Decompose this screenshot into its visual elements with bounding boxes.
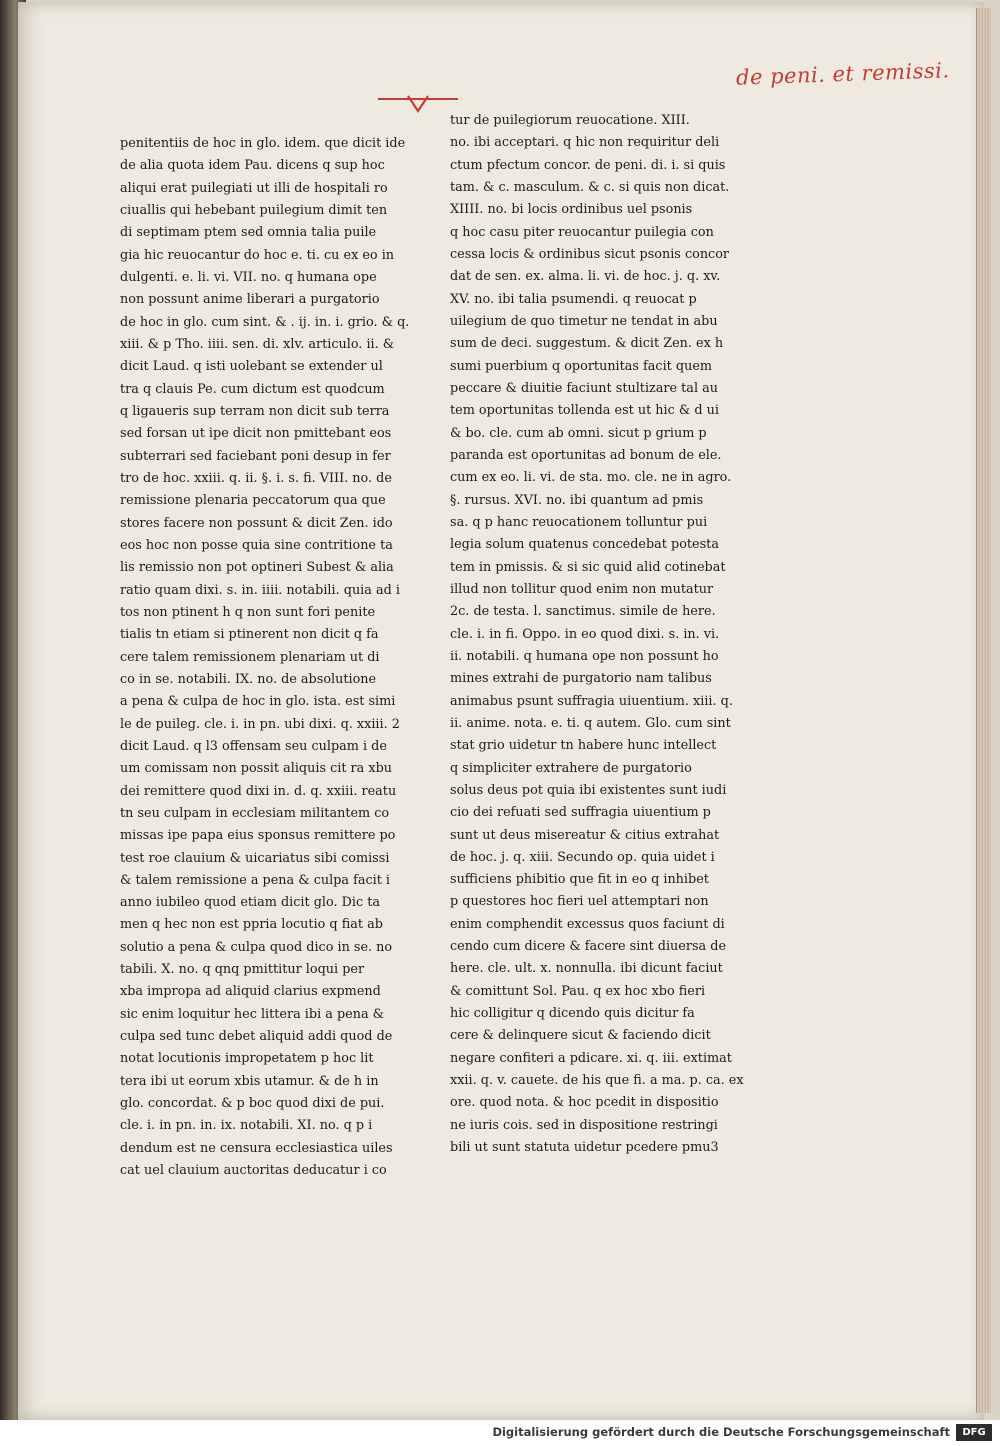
left-column-line: sed forsan ut ipe dicit non pmittebant eos: [120, 426, 392, 442]
left-column-line: cere talem remissionem plenariam ut di: [120, 649, 380, 665]
left-column-line: cat uel clauium auctoritas deducatur i co: [120, 1163, 387, 1179]
right-column-line: XIIII. no. bi locis ordinibus uel psonis: [450, 202, 693, 218]
right-column-line: sa. q p hanc reuocationem tolluntur pui: [450, 514, 708, 530]
left-column-line: subterrari sed faciebant poni desup in fer: [120, 448, 391, 464]
right-column-line: cere & delinquere sicut & faciendo dicit: [450, 1028, 711, 1044]
left-column-line: lis remissio non pot optineri Subest & alia: [120, 560, 394, 576]
right-column-line: no. ibi acceptari. q hic non requiritur deli: [450, 135, 720, 151]
right-column-line: ii. anime. nota. e. ti. q autem. Glo. cum sint: [450, 715, 731, 731]
left-column-line: solutio a pena & culpa quod dico in se. no: [120, 939, 393, 955]
right-column-line: negare confiteri a pdicare. xi. q. iii. extimat: [450, 1050, 732, 1066]
red-column-mark: [378, 93, 458, 115]
left-column-line: sic enim loquitur hec littera ibi a pena &: [120, 1006, 385, 1022]
left-column-line: tos non ptinent h q non sunt fori penite: [120, 604, 376, 620]
left-column-line: ciuallis qui hebebant puilegium dimit ten: [120, 202, 388, 218]
marginal-annotation: de peni. et remissi.: [735, 58, 950, 90]
left-column-line: penitentiis de hoc in glo. idem. que dicit ide: [120, 136, 406, 151]
dfg-logo: DFG: [956, 1424, 992, 1441]
left-column-line: non possunt anime liberari a purgatorio: [120, 292, 380, 308]
left-column-line: aliqui erat puilegiati ut illi de hospitali ro: [120, 180, 388, 196]
funding-credit: Digitalisierung gefördert durch die Deutsche Forschungsgemeinschaft: [492, 1425, 950, 1439]
right-column-line: de hoc. j. q. xiii. Secundo op. quia uidet i: [450, 849, 715, 865]
left-column-line: notat locutionis impropetatem p hoc lit: [120, 1051, 374, 1067]
left-column-line: ratio quam dixi. s. in. iiii. notabili. quia ad i: [120, 582, 400, 598]
left-column-line: anno iubileo quod etiam dicit glo. Dic ta: [120, 895, 380, 911]
right-column-line: q simpliciter extrahere de purgatorio: [450, 760, 692, 776]
left-column-line: tera ibi ut eorum xbis utamur. & de h in: [120, 1073, 379, 1089]
left-column-line: di septimam ptem sed omnia talia puile: [120, 225, 377, 241]
left-column-line: de hoc in glo. cum sint. & . ij. in. i. grio. & q.: [120, 314, 410, 330]
left-text-column: [120, 133, 420, 1183]
left-column-line: dicit Laud. q l3 offensam seu culpam i de: [120, 738, 387, 754]
left-column-line: xiii. & p Tho. iiii. sen. di. xlv. articulo. ii. &: [120, 336, 395, 352]
right-column-line: ore. quod nota. & hoc pcedit in dispositio: [450, 1095, 719, 1111]
left-column-line: de alia quota idem Pau. dicens q sup hoc: [120, 158, 385, 174]
right-column-line: sufficiens phibitio que fit in eo q inhibet: [450, 872, 709, 888]
left-column-line: dulgenti. e. li. vi. VII. no. q humana ope: [120, 269, 377, 285]
right-column-line: & bo. cle. cum ab omni. sicut p grium p: [450, 425, 707, 441]
right-column-line: tur de puilegiorum reuocatione. XIII.: [450, 113, 690, 128]
right-column-line: cio dei refuati sed suffragia uiuentium p: [450, 805, 711, 821]
right-column-line: q hoc casu piter reuocantur puilegia con: [450, 224, 714, 240]
left-column-line: dicit Laud. q isti uolebant se extender ul: [120, 359, 383, 375]
right-column-line: cessa locis & ordinibus sicut psonis concor: [450, 246, 730, 262]
left-column-line: le de puileg. cle. i. in pn. ubi dixi. q. xxiii. 2: [120, 716, 400, 732]
left-column-line: xba impropa ad aliquid clarius expmend: [120, 984, 381, 1000]
right-column-line: xxii. q. v. cauete. de his que fi. a ma. p. ca. ex: [450, 1073, 744, 1089]
right-column-line: peccare & diuitie faciunt stultizare tal au: [450, 380, 718, 396]
right-column-line: solus deus pot quia ibi existentes sunt iudi: [450, 782, 727, 798]
right-column-line: sunt ut deus misereatur & citius extrahat: [450, 827, 720, 843]
right-column-line: here. cle. ult. x. nonnulla. ibi dicunt faciut: [450, 961, 723, 977]
left-column-line: stores facere non possunt & dicit Zen. ido: [120, 515, 393, 531]
left-column-line: tialis tn etiam si ptinerent non dicit q fa: [120, 627, 379, 643]
left-column-line: men q hec non est ppria locutio q fiat ab: [120, 917, 383, 933]
right-column-line: ii. notabili. q humana ope non possunt ho: [450, 648, 719, 664]
footer-bar: [0, 1420, 1000, 1446]
left-column-line: glo. concordat. & p boc quod dixi de pui.: [120, 1096, 385, 1112]
right-column-line: p questores hoc fieri uel attemptari non: [450, 894, 709, 910]
right-column-line: 2c. de testa. l. sanctimus. simile de here.: [450, 604, 716, 620]
right-column-line: tam. & c. masculum. & c. si quis non dicat.: [450, 179, 730, 195]
right-text-column: [450, 110, 750, 1155]
left-column-line: tra q clauis Pe. cum dictum est quodcum: [120, 381, 385, 397]
right-column-line: tem oportunitas tollenda est ut hic & d ui: [450, 403, 719, 419]
right-column-line: legia solum quatenus concedebat potesta: [450, 537, 719, 553]
left-column-line: remissione plenaria peccatorum qua que: [120, 493, 386, 509]
right-column-line: animabus psunt suffragia uiuentium. xiii. q.: [450, 693, 733, 709]
left-column-line: co in se. notabili. IX. no. de absolutione: [120, 671, 377, 687]
left-column-line: test roe clauium & uicariatus sibi comissi: [120, 850, 390, 866]
left-column-line: tn seu culpam in ecclesiam militantem co: [120, 805, 390, 821]
left-column-line: & talem remissione a pena & culpa facit i: [120, 872, 391, 888]
left-column-line: a pena & culpa de hoc in glo. ista. est simi: [120, 694, 396, 710]
right-column-line: uilegium de quo timetur ne tendat in abu: [450, 313, 718, 329]
left-column-line: q ligaueris sup terram non dicit sub terra: [120, 403, 390, 419]
right-column-line: ne iuris cois. sed in dispositione restringi: [450, 1117, 718, 1133]
left-column-line: dendum est ne censura ecclesiastica uiles: [120, 1140, 393, 1156]
left-column-line: culpa sed tunc debet aliquid addi quod de: [120, 1029, 393, 1045]
right-column-line: cle. i. in fi. Oppo. in eo quod dixi. s. in. vi.: [450, 626, 720, 642]
right-column-line: paranda est oportunitas ad bonum de ele.: [450, 447, 722, 463]
page-edge-stack: [976, 8, 991, 1413]
right-column-line: bili ut sunt statuta uidetur pcedere pmu3: [450, 1140, 719, 1155]
right-column-line: ctum pfectum concor. de peni. di. i. si quis: [450, 157, 726, 173]
right-column-line: hic colligitur q dicendo quis dicitur fa: [450, 1006, 695, 1022]
left-column-line: missas ipe papa eius sponsus remittere po: [120, 828, 396, 844]
left-column-line: [120, 1182, 420, 1183]
left-column-line: tabili. X. no. q qnq pmittitur loqui per: [120, 962, 365, 978]
right-column-line: enim comphendit excessus quos faciunt di: [450, 916, 725, 932]
right-column-line: tem in pmissis. & si sic quid alid cotinebat: [450, 559, 726, 575]
right-column-line: dat de sen. ex. alma. li. vi. de hoc. j. q. xv.: [450, 269, 721, 285]
left-column-line: tro de hoc. xxiii. q. ii. §. i. s. fi. VIII. no. de: [120, 470, 392, 486]
right-column-line: cendo cum dicere & facere sint diuersa de: [450, 939, 727, 955]
right-column-line: stat grio uidetur tn habere hunc intellect: [450, 738, 717, 754]
left-column-line: dei remittere quod dixi in. d. q. xxiii. reatu: [120, 783, 397, 799]
right-column-line: cum ex eo. li. vi. de sta. mo. cle. ne in agro.: [450, 470, 732, 486]
right-column-line: mines extrahi de purgatorio nam talibus: [450, 671, 712, 687]
left-column-line: um comissam non possit aliquis cit ra xbu: [120, 761, 393, 777]
right-column-line: XV. no. ibi talia psumendi. q reuocat p: [450, 291, 697, 307]
right-column-line: illud non tollitur quod enim non mutatur: [450, 581, 714, 597]
right-column-line: §. rursus. XVI. no. ibi quantum ad pmis: [450, 492, 704, 508]
left-column-line: eos hoc non posse quia sine contritione ta: [120, 537, 393, 553]
left-column-line: cle. i. in pn. in. ix. notabili. XI. no. q p i: [120, 1118, 373, 1134]
left-column-line: gia hic reuocantur do hoc e. ti. cu ex eo in: [120, 247, 395, 263]
right-column-line: sum de deci. suggestum. & dicit Zen. ex h: [450, 336, 724, 352]
right-column-line: & comittunt Sol. Pau. q ex hoc xbo fieri: [450, 983, 706, 999]
right-column-line: sumi puerbium q oportunitas facit quem: [450, 358, 713, 374]
